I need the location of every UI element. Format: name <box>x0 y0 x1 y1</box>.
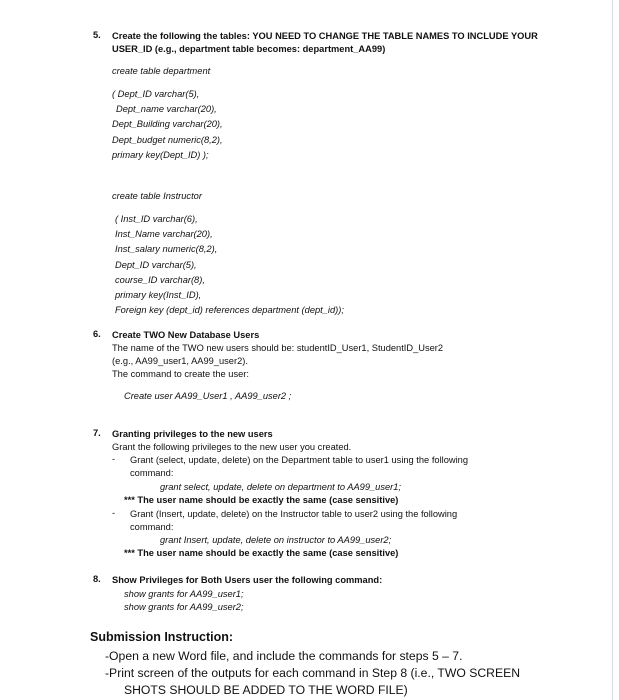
grant-command-2: grant Insert, update, delete on instructor to AA99_user2; <box>160 535 392 545</box>
step-8-commands <box>124 588 244 614</box>
dept-column-line: primary key(Dept_ID) ); <box>112 149 209 160</box>
step-7-heading: Granting privileges to the new users <box>112 429 273 439</box>
instructor-columns <box>115 212 344 318</box>
bullet-dash: - <box>112 508 116 518</box>
bullet-dash: - <box>112 454 116 464</box>
dept-column-line: ( Dept_ID varchar(5), <box>112 89 200 99</box>
step-6-heading: Create TWO New Database Users <box>112 330 260 340</box>
show-grants-command: show grants for AA99_user2; <box>124 602 244 612</box>
step-7-number: 7. <box>93 428 101 438</box>
grant-bullet-1-text: Grant (select, update, delete) on the Department table to user1 using the following <box>130 455 468 465</box>
case-sensitive-note-2: *** The user name should be exactly the same (case sensitive) <box>124 548 399 558</box>
instructor-column-line: course_ID varchar(8), <box>115 274 205 285</box>
dept-columns <box>112 87 223 163</box>
step-5-number: 5. <box>93 30 101 40</box>
step-5-heading-line2: USER_ID (e.g., department table becomes: department_AA99) <box>112 44 386 54</box>
step-8-heading: Show Privileges for Both Users user the following command: <box>112 575 383 585</box>
submission-title: Submission Instruction: <box>90 630 234 644</box>
step-5-heading <box>112 30 538 56</box>
instructor-column-line: Dept_ID varchar(5), <box>115 259 197 270</box>
grant-bullet-1 <box>130 454 468 480</box>
grant-bullet-2 <box>130 508 457 534</box>
submission-line-1: -Open a new Word file, and include the commands for steps 5 – 7. <box>105 649 463 663</box>
submission-line-3: SHOTS SHOULD BE ADDED TO THE WORD FILE) <box>124 683 408 697</box>
step-7-intro: Grant the following privileges to the new user you created. <box>112 442 352 452</box>
dept-create-statement: create table department <box>112 66 211 76</box>
step-6-text: (e.g., AA99_user1, AA99_user2). <box>112 356 248 366</box>
grant-bullet-2-text: command: <box>130 522 174 532</box>
step-6-text: The command to create the user: <box>112 369 249 379</box>
case-sensitive-note-1: *** The user name should be exactly the same (case sensitive) <box>124 495 399 505</box>
instructor-column-line: Foreign key (dept_id) references department (dept_id)); <box>115 305 344 316</box>
dept-column-line: Dept_budget numeric(8,2), <box>112 134 223 145</box>
dept-column-line: Dept_Building varchar(20), <box>112 119 223 130</box>
grant-bullet-1-text: command: <box>130 468 174 478</box>
instructor-column-line: Inst_Name varchar(20), <box>115 229 213 240</box>
step-7-content <box>112 428 351 454</box>
step-5-heading-line1: Create the following the tables: YOU NEED TO CHANGE THE TABLE NAMES TO INCLUDE YOUR <box>112 31 538 41</box>
create-user-command: Create user AA99_User1 , AA99_user2 ; <box>124 391 292 401</box>
instructor-column-line: Inst_salary numeric(8,2), <box>115 244 218 255</box>
instructor-column-line: ( Inst_ID varchar(6), <box>115 214 198 224</box>
step-6-text: The name of the TWO new users should be: studentID_User1, StudentID_User2 <box>112 343 444 353</box>
instructor-create-statement: create table Instructor <box>112 191 202 201</box>
submission-line-2: -Print screen of the outputs for each command in Step 8 (i.e., TWO SCREEN <box>105 666 520 680</box>
step-8-number: 8. <box>93 574 101 584</box>
step-6-number: 6. <box>93 329 101 339</box>
dept-column-line: Dept_name varchar(20), <box>116 104 217 115</box>
grant-bullet-2-text: Grant (Insert, update, delete) on the Instructor table to user2 using the following <box>130 509 458 519</box>
instructor-column-line: primary key(Inst_ID), <box>115 290 202 301</box>
step-6-content <box>112 329 443 381</box>
grant-command-1: grant select, update, delete on department to AA99_user1; <box>160 482 402 492</box>
show-grants-command: show grants for AA99_user1; <box>124 589 244 599</box>
